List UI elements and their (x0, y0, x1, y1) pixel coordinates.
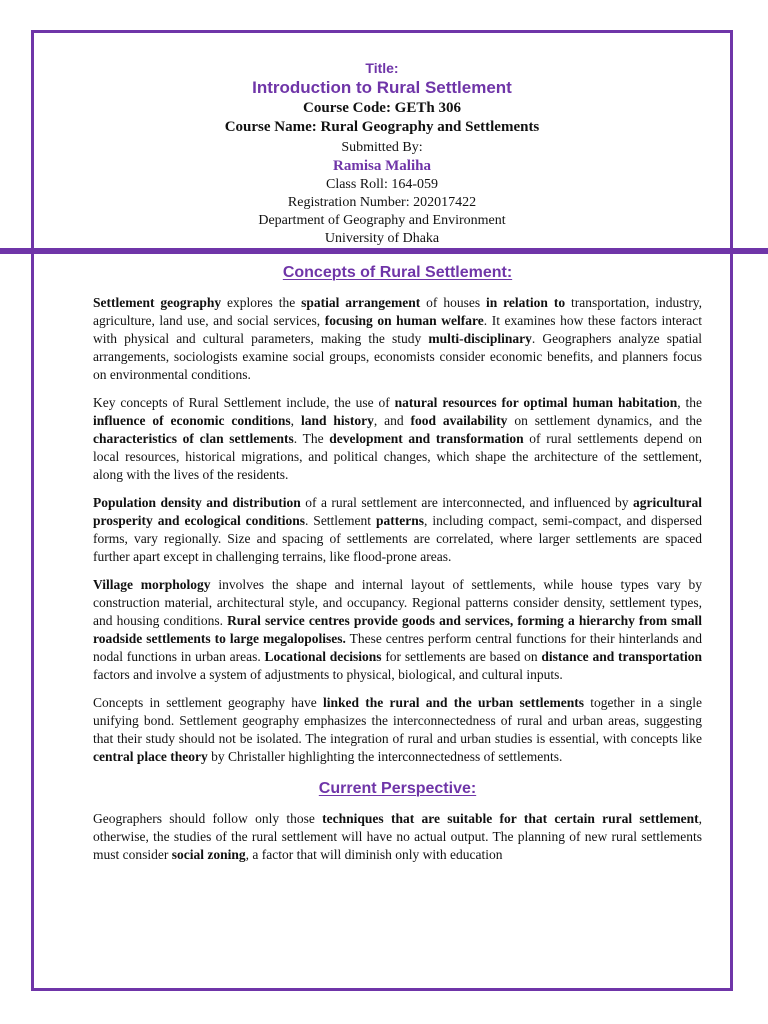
bold-text: characteristics of clan settlements (93, 431, 294, 446)
department: Department of Geography and Environment (258, 213, 506, 228)
text-run: , including compact, semi-compact, and dispersed forms, vary regionally. Size and spacing of settlements are correlated, where larger settlements are spaced further apart except in challenging terrains, like flood-prone areas. (93, 513, 702, 564)
bold-text: food availability (410, 413, 508, 428)
university: University of Dhaka (324, 231, 440, 246)
bold-text: development and transformation (329, 431, 524, 446)
text-run: explores the (221, 295, 302, 310)
bold-text: Population density and distribution (93, 495, 301, 510)
bold-text: distance and transportation (541, 649, 702, 664)
paragraph (93, 294, 702, 384)
section-heading-current-perspective: Current Perspective: (318, 780, 477, 797)
text-run: , otherwise, the studies of the rural settlement will have no actual output. The planning of new rural settlements must consider (93, 811, 703, 862)
bold-text: multi-disciplinary (428, 331, 532, 346)
section-heading-concepts: Concepts of Rural Settlement: (282, 264, 513, 281)
paragraph (93, 494, 702, 566)
registration-number: Registration Number: 202017422 (287, 195, 477, 210)
bold-text: in relation to (486, 295, 566, 310)
text-run: These centres perform central functions for their hinterlands and nodal functions in urban areas. (93, 631, 702, 664)
text-run: involves the shape and internal layout of settlements, while house types vary by construction material, architectural style, and occupancy. Regional patterns consider density, settlement types, and housing conditions. (93, 577, 702, 628)
text-run: of a rural settlement are interconnected, and influenced by (300, 495, 633, 510)
text-run: of houses (420, 295, 486, 310)
course-code: Course Code: GETh 306 (303, 100, 461, 116)
paragraph (93, 694, 702, 766)
document-body (93, 264, 702, 874)
text-run: , and (373, 413, 411, 428)
text-run: , a factor that will diminish only with education (245, 847, 503, 862)
bold-text: agricultural prosperity and ecological conditions (93, 495, 702, 528)
text-run: . Settlement (304, 513, 377, 528)
text-run: Concepts in settlement geography have (93, 695, 323, 710)
bold-text: influence of economic conditions (93, 413, 291, 428)
text-run: together in a single unifying bond. Settlement geography emphasizes the interconnectedness of rural and urban areas, suggesting that their study should not be isolated. The integration of rural and urban studies is essential, with concepts like (93, 695, 702, 746)
bold-text: linked the rural and the urban settlements (322, 695, 584, 710)
document-title: Introduction to Rural Settlement (252, 78, 512, 97)
text-run: . It examines how these factors interact with physical and cultural parameters, making the study (93, 313, 702, 346)
paragraph (93, 394, 702, 484)
title-block (34, 60, 730, 248)
text-run: . The (293, 431, 330, 446)
text-run: Key concepts of Rural Settlement include, the use of (93, 395, 395, 410)
paragraph (93, 810, 702, 864)
bold-text: focusing on human welfare (324, 313, 484, 328)
student-name: Ramisa Maliha (333, 158, 431, 174)
text-run: by Christaller highlighting the interconnectedness of settlements. (207, 749, 563, 764)
bold-text: natural resources for optimal human habitation (394, 395, 678, 410)
text-run: for settlements are based on (381, 649, 542, 664)
paragraph (93, 576, 702, 684)
bold-text: Village morphology (93, 577, 211, 592)
submitted-by-label: Submitted By: (341, 140, 423, 155)
bold-text: land history (300, 413, 374, 428)
text-run: , the (677, 395, 702, 410)
bold-text: techniques that are suitable for that certain rural settlement (322, 811, 699, 826)
course-name: Course Name: Rural Geography and Settlements (224, 119, 540, 135)
bold-text: central place theory (93, 749, 208, 764)
text-run: , (290, 413, 301, 428)
title-label: Title: (365, 60, 399, 76)
text-run: on settlement dynamics, and the (507, 413, 702, 428)
text-run: of rural settlements depend on local resources, historical migrations, and political changes, which shape the architecture of the settlement, along with the lives of the residents. (93, 431, 703, 482)
bold-text: Rural service centres provide goods and services, forming a hierarchy from small roadside settlements to large megalopolises. (93, 613, 702, 646)
bold-text: patterns (376, 513, 425, 528)
bold-text: Settlement geography (93, 295, 222, 310)
bold-text: Locational decisions (264, 649, 382, 664)
text-run: . Geographers analyze spatial arrangements, sociologists examine social groups, economists consider economic benefits, and planners focus on environmental conditions. (93, 331, 703, 382)
class-roll: Class Roll: 164-059 (325, 177, 438, 192)
bold-text: spatial arrangement (301, 295, 421, 310)
text-run: factors and involve a system of adjustments to physical, biological, and cultural inputs. (93, 667, 563, 682)
text-run: Geographers should follow only those (93, 811, 323, 826)
text-run: transportation, industry, agriculture, land use, and social services, (93, 295, 703, 328)
bold-text: social zoning (171, 847, 246, 862)
header-divider (0, 248, 768, 254)
